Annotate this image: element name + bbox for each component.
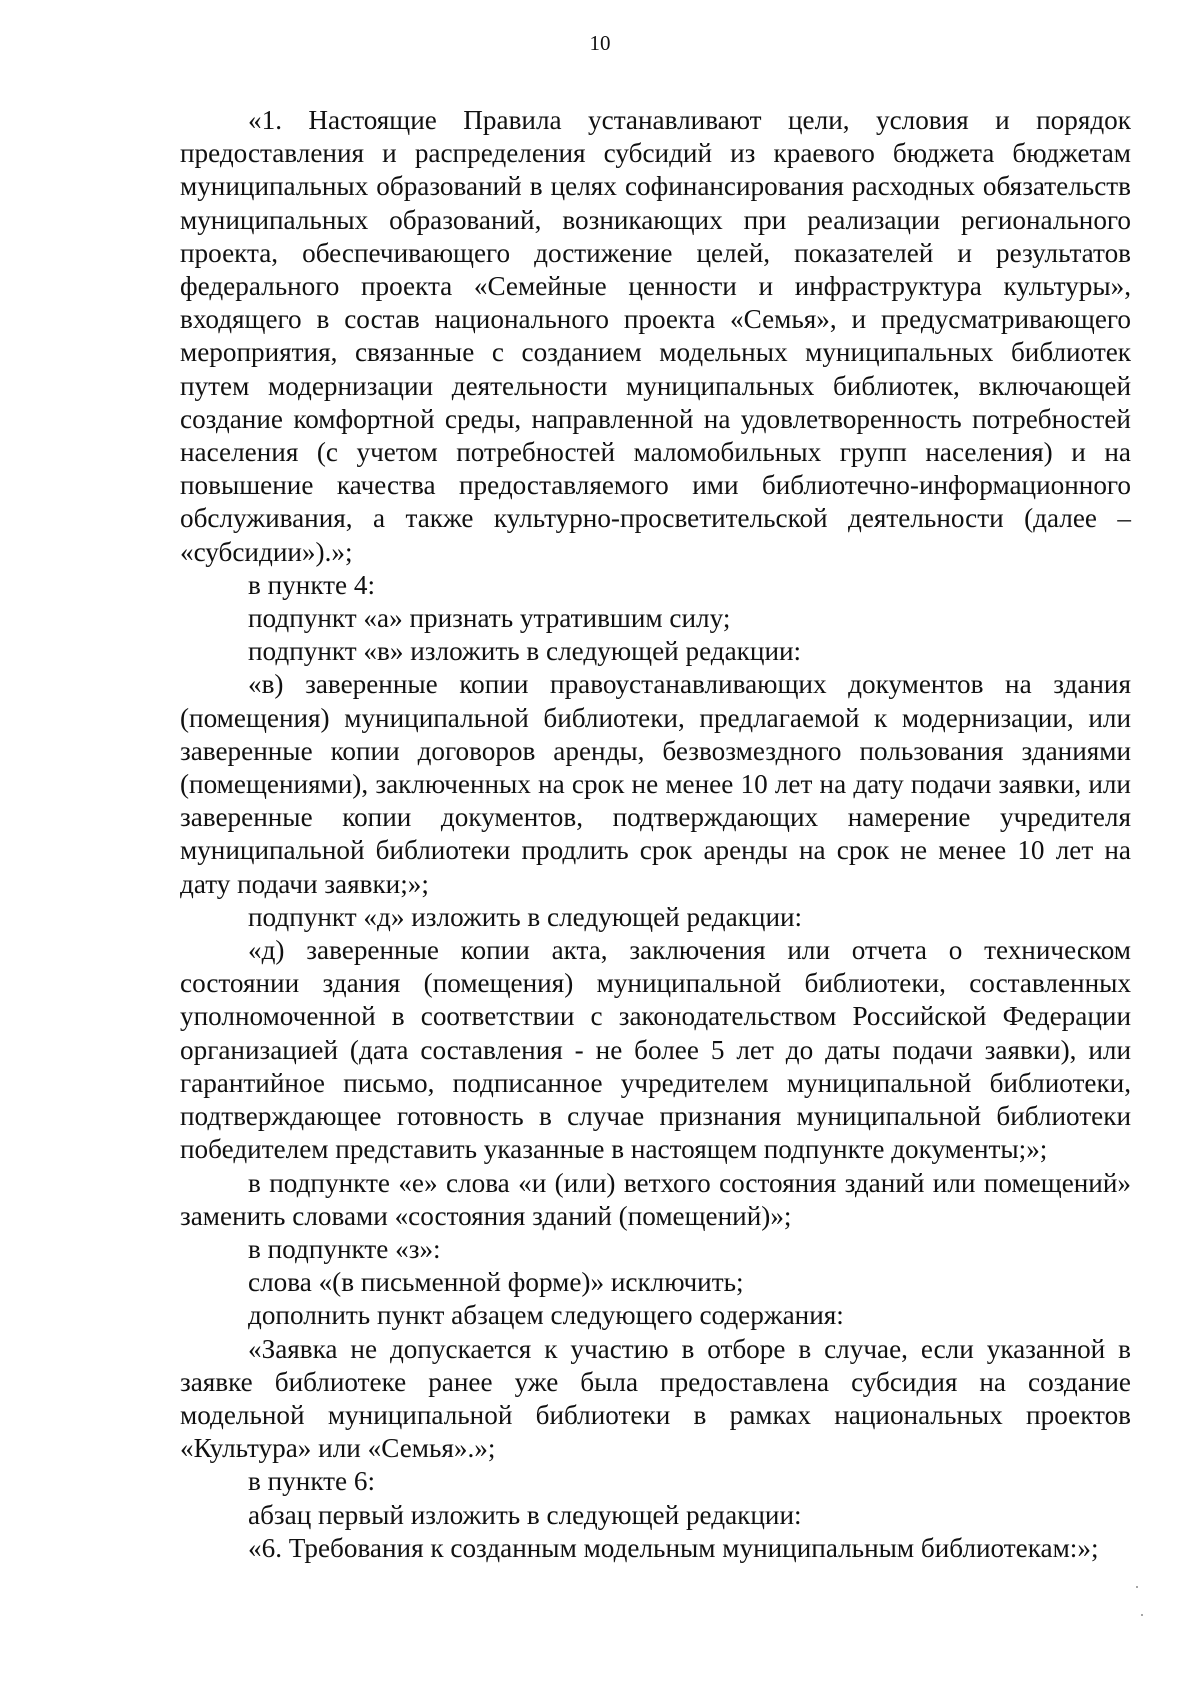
paragraph-subpoint-e: в подпункте «е» слова «и (или) ветхого состояния зданий или помещений» заменить словами «состояния зданий (помещений)»; <box>180 1167 1131 1231</box>
paragraph-subpoint-d-intro: подпункт «д» изложить в следующей редакции: <box>248 901 803 932</box>
paragraph-supplement: дополнить пункт абзацем следующего содержания: <box>248 1300 844 1331</box>
paragraph-subpoint-z: в подпункте «з»: <box>248 1233 441 1264</box>
page-number: 10 <box>589 31 611 55</box>
paragraph-first-abzac: абзац первый изложить в следующей редакции: <box>248 1499 802 1530</box>
paragraph-subpoint-d-text: «д) заверенные копии акта, заключения или отчета о техническом состоянии здания (помещения) муниципальной библиотеки, составленных уполномоченной в соответствии с законодательством Российской Федерации организацией (дата составления - не более 5 лет до даты подачи заявки), или гарантийное письмо, подписанное учредителем муниципальной библиотеки, подтверждающее готовность в случае признания муниципальной библиотеки победителем представить указанные в настоящем подпункте документы;»; <box>180 935 1131 1165</box>
scan-speck <box>1141 1614 1143 1616</box>
paragraph-point-4: в пункте 4: <box>248 569 376 600</box>
paragraph-rules-purpose: «1. Настоящие Правила устанавливают цели, условия и порядок предоставления и распределения субсидий из краевого бюджета бюджетам муниципальных образований в целях софинансирования расходных обязательств муниципальных образований, возникающих при реализации регионального проекта, обеспечивающего достижение целей, показателей и результатов федерального проекта «Семейные ценности и инфраструктура культуры», входящего в состав национального проекта «Семья», и предусматривающего мероприятия, связанные с созданием модельных муниципальных библиотек путем модернизации деятельности муниципальных библиотек, включающей создание комфортной среды, направленной на удовлетворенность потребностей населения (с учетом потребностей маломобильных групп населения) и на повышение качества предоставляемого ими библиотечно-информационного обслуживания, а также культурно-просветительской деятельности (далее – «субсидии»).»; <box>180 105 1131 567</box>
document-body <box>180 104 1131 1565</box>
paragraph-point-6: в пункте 6: <box>248 1466 376 1497</box>
paragraph-subpoint-v-intro: подпункт «в» изложить в следующей редакции: <box>248 636 802 667</box>
paragraph-application-rule: «Заявка не допускается к участию в отборе в случае, если указанной в заявке библиотеке ранее уже была предоставлена субсидия на создание модельной муниципальной библиотеки в рамках национальных проектов «Культура» или «Семья».»; <box>180 1333 1131 1464</box>
paragraph-subpoint-a: подпункт «а» признать утратившим силу; <box>248 603 731 634</box>
scan-speck <box>1136 1586 1138 1588</box>
paragraph-requirements: «6. Требования к созданным модельным муниципальным библиотекам:»; <box>248 1532 1099 1563</box>
paragraph-subpoint-v-text: «в) заверенные копии правоустанавливающих документов на здания (помещения) муниципальной библиотеки, предлагаемой к модернизации, или заверенные копии договоров аренды, безвозмездного пользования зданиями (помещениями), заключенных на срок не менее 10 лет на дату подачи заявки, или заверенные копии документов, подтверждающих намерение учредителя муниципальной библиотеки продлить срок аренды на срок не менее 10 лет на дату подачи заявки;»; <box>180 669 1131 899</box>
paragraph-words-exclude: слова «(в письменной форме)» исключить; <box>248 1267 744 1298</box>
